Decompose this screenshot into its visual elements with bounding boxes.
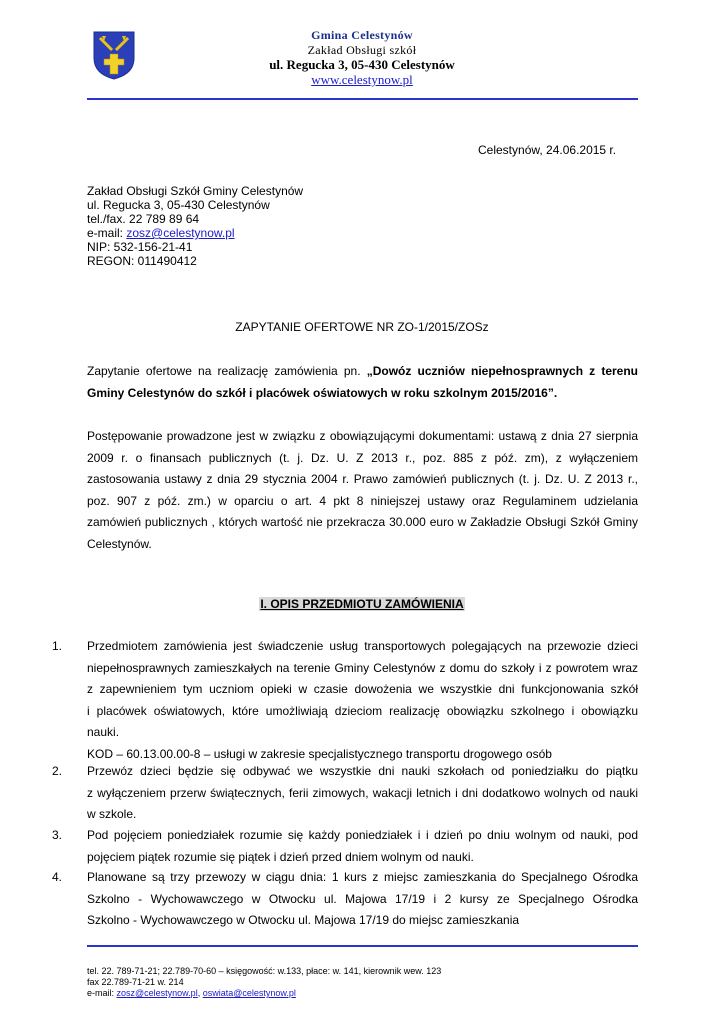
intro-line-2 — [87, 383, 638, 405]
item-line: Szkolno - Wychowawczego w Otwocku ul. Majowa 17/19 i 2 kursy ze Specjalnego Ośrodka — [87, 891, 638, 906]
sender-street: ul. Regucka 3, 05-430 Celestynów — [87, 198, 270, 212]
intro-prefix: Zapytanie ofertowe na realizację zamówienia pn. — [87, 364, 367, 378]
sender-name: Zakład Obsługi Szkół Gminy Celestynów — [87, 184, 304, 198]
item-line: z zapewnieniem tym uczniom opieki w czasie dowożenia we wszystkie dni funkcjonowania szkół — [87, 682, 638, 696]
section-heading-text: I. OPIS PRZEDMIOTU ZAMÓWIENIA — [260, 597, 464, 611]
header-divider — [87, 98, 638, 100]
item-number: 3. — [52, 828, 63, 842]
sender-block — [87, 184, 303, 268]
intro-bold-1: „Dowóz uczniów niepełnosprawnych z terenu — [366, 364, 639, 378]
item-line: nauki. — [87, 725, 120, 739]
footer-email-label: e-mail: — [87, 988, 117, 998]
letterhead-address: ul. Regucka 3, 05-430 Celestynów — [269, 57, 455, 72]
item-number: 2. — [52, 764, 63, 778]
legal-line: poz. 907 z póź. zm.) w oparciu o art. 4 pkt 8 niniejszej ustawy oraz Regulaminem udzielania — [87, 493, 638, 508]
footer — [87, 966, 441, 999]
footer-email-link[interactable]: zosz@celestynow.pl — [116, 988, 198, 998]
item-number: 1. — [52, 639, 63, 653]
sender-email-row — [87, 226, 303, 240]
legal-line: Celestynów. — [87, 536, 152, 551]
list-item — [87, 867, 638, 932]
document-date: Celestynów, 24.06.2015 r. — [478, 143, 617, 157]
sender-nip: NIP: 532-156-21-41 — [87, 240, 193, 254]
footer-email-link-2[interactable]: oswiata@celestynow.pl — [202, 988, 296, 998]
intro-line-1 — [87, 361, 638, 383]
letterhead-website — [0, 72, 724, 88]
footer-separator: , — [197, 988, 203, 998]
list-item — [87, 761, 638, 826]
legal-paragraph — [87, 426, 638, 555]
letterhead-zaklad: Zakład Obsługi szkół — [307, 43, 417, 57]
item-number: 4. — [52, 870, 63, 884]
item-line: Szkolno - Wychowawczego w Otwocku ul. Majowa 17/19 do miejsc zamieszkania — [87, 913, 520, 927]
item-line: KOD – 60.13.00.00-8 – usługi w zakresie specjalistycznego transportu drogowego osób — [87, 746, 552, 761]
item-line: Przedmiotem zamówienia jest świadczenie usług transportowych polegających na przewozie dzieci — [87, 639, 638, 653]
section-heading — [0, 597, 724, 611]
letterhead-gmina: Gmina Celestynów — [311, 28, 413, 42]
item-line: pojęciem piątek rozumie się piątek i dzień przed dniem wolnym od nauki. — [87, 849, 474, 864]
legal-line: 2009 r. o finansach publicznych (t. j. Dz. U. Z 2013 r., poz. 885 z póź. zm), z wyłączeniem — [87, 450, 638, 465]
document-title: ZAPYTANIE OFERTOWE NR ZO-1/2015/ZOSz — [235, 320, 489, 334]
item-line: z wyłączeniem przerw świątecznych, ferii zimowych, wakacji letnich i dni dodatkowo wolnych od nauki — [87, 785, 638, 800]
footer-fax: fax 22.789-71-21 w. 214 — [87, 977, 184, 987]
sender-phone: tel./fax. 22 789 89 64 — [87, 212, 200, 226]
website-link[interactable]: www.celestynow.pl — [311, 72, 413, 87]
item-line: i placówek oświatowych, które umożliwiają dzieciom realizację obowiązku szkolnego i obowiązku — [87, 703, 638, 718]
intro-paragraph — [87, 361, 638, 404]
legal-line: zastosowania ustawy z dnia 29 stycznia 2004 r. Prawo zamówień publicznych (t. j. Dz. U. Z 2013 r., — [87, 472, 638, 486]
intro-bold-2: Gminy Celestynów do szkół i placówek oświatowych w roku szkolnym 2015/2016”. — [87, 385, 558, 400]
legal-line: Postępowanie prowadzone jest w związku z obowiązującymi dokumentami: ustawą z dnia 27 sierpnia — [87, 429, 638, 443]
item-line: w szkole. — [87, 807, 137, 821]
legal-line: zamówień publicznych , których wartość nie przekracza 30.000 euro w Zakładzie Obsługi Szkół Gminy — [87, 515, 638, 529]
list-item — [87, 636, 638, 765]
sender-regon: REGON: 011490412 — [87, 254, 197, 268]
item-line: niepełnosprawnych zamieszkałych na terenie Gminy Celestynów z domu do szkoły i z powrotem wraz — [87, 660, 638, 675]
sender-email-label: e-mail: — [87, 226, 127, 240]
footer-phone: tel. 22. 789-71-21; 22.789-70-60 – księgowość: w.133, płace: w. 141, kierownik wew. 123 — [87, 966, 442, 976]
footer-divider — [87, 945, 638, 947]
list-item — [87, 825, 638, 868]
item-line: Przewóz dzieci będzie się odbywać we wszystkie dni nauki szkołach od poniedziałku do piątku — [87, 764, 638, 778]
item-line: Pod pojęciem poniedziałek rozumie się każdy poniedziałek i i dzień po dniu wolnym od nauki, pod — [87, 828, 638, 842]
sender-email-link[interactable]: zosz@celestynow.pl — [126, 226, 235, 240]
item-line: Planowane są trzy przewozy w ciągu dnia: 1 kurs z miejsc zamieszkania do Specjalnego Ośrodka — [87, 870, 638, 884]
footer-email-row — [87, 988, 441, 999]
